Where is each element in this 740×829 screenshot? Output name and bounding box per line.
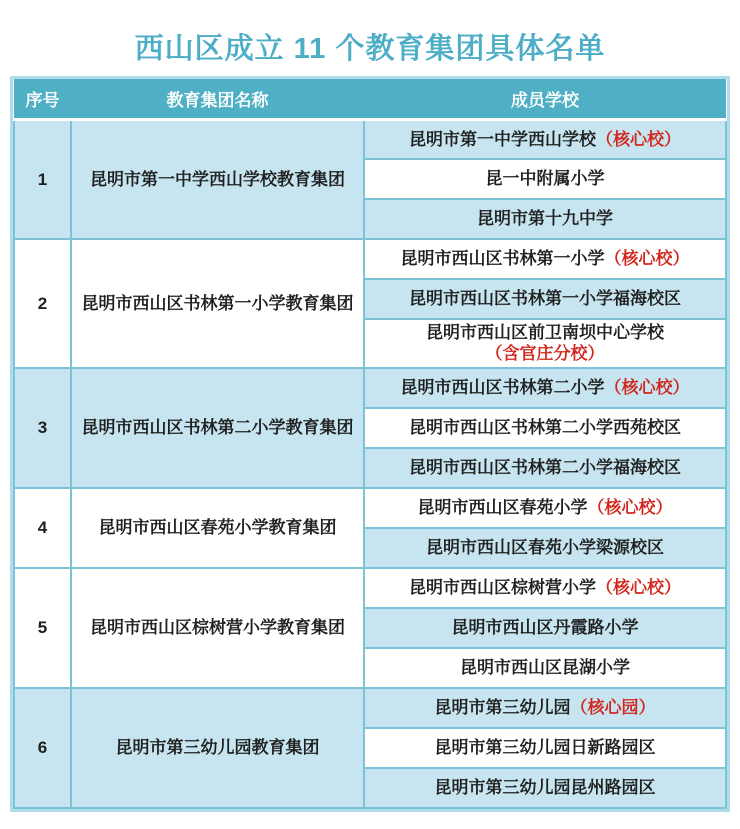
group-name-cell: 昆明市西山区书林第二小学教育集团 [71,368,364,488]
group-name-cell: 昆明市西山区棕树营小学教育集团 [71,568,364,688]
group-index-cell: 4 [14,488,71,568]
member-school-name: 昆明市第三幼儿园日新路园区 [434,737,656,757]
member-school-cell [364,368,726,408]
member-school-name: 昆明市西山区春苑小学 [417,497,588,517]
member-school-tag: （核心校） [587,497,673,517]
member-school-cell [364,239,726,279]
member-school-name: 昆明市第十九中学 [477,209,613,229]
member-school-name: 昆明市西山区书林第一小学福海校区 [409,289,681,309]
table-row [14,688,726,728]
group-name-cell: 昆明市西山区春苑小学教育集团 [71,488,364,568]
education-groups-table [13,79,727,809]
member-school-cell [364,119,726,159]
group-index-cell: 3 [14,368,71,488]
group-name-cell: 昆明市第一中学西山学校教育集团 [71,119,364,239]
member-school-name: 昆明市西山区昆湖小学 [460,657,630,677]
member-school-cell [364,199,726,239]
education-groups-table-wrap [10,76,730,812]
member-school-cell [364,728,726,768]
member-school-name: 昆明市西山区春苑小学梁源校区 [426,537,664,557]
header-cell-index: 序号 [14,79,71,119]
header-cell-group-name: 教育集团名称 [71,79,364,119]
table-row [14,488,726,528]
table-row [14,568,726,608]
member-school-cell [364,528,726,568]
member-school-name: 昆明市第三幼儿园 [434,697,571,717]
member-school-tag: （核心园） [570,697,656,717]
member-school-name: 昆明市第三幼儿园昆州路园区 [434,777,656,797]
member-school-cell [364,768,726,808]
member-school-cell [364,319,726,368]
member-school-tag: （核心校） [596,129,681,149]
group-name-cell: 昆明市第三幼儿园教育集团 [71,688,364,808]
member-school-name: 昆明市西山区棕树营小学 [409,577,596,597]
group-index-cell: 2 [14,239,71,368]
member-school-name: 昆明市西山区丹霞路小学 [451,617,639,637]
table-row [14,119,726,159]
header-cell-member-schools: 成员学校 [364,79,726,119]
member-school-cell [364,568,726,608]
group-index-cell: 5 [14,568,71,688]
table-row [14,368,726,408]
member-school-cell [364,159,726,199]
page-title: 西山区成立 11 个教育集团具体名单 [134,32,606,65]
member-school-cell [364,408,726,448]
member-school-cell [364,608,726,648]
member-school-name: 昆明市西山区书林第二小学西苑校区 [409,417,681,437]
member-school-name: 昆一中附属小学 [485,169,605,189]
group-name-cell: 昆明市西山区书林第一小学教育集团 [71,239,364,368]
table-header [14,79,726,119]
member-school-name: 昆明市第一中学西山学校 [409,129,596,149]
member-school-tag: （含官庄分校） [485,344,605,364]
table-row [14,239,726,279]
member-school-cell [364,648,726,688]
member-school-name: 昆明市西山区书林第二小学 [400,377,605,397]
member-school-tag: （核心校） [604,377,690,397]
member-school-cell [364,448,726,488]
member-school-tag: （核心校） [596,577,681,597]
member-school-cell [364,279,726,319]
member-school-tag: （核心校） [604,249,690,269]
header-row [14,79,726,119]
member-school-name: 昆明市西山区书林第一小学 [400,249,605,269]
group-index-cell: 6 [14,688,71,808]
member-school-name: 昆明市西山区书林第二小学福海校区 [409,457,681,477]
member-school-cell [364,688,726,728]
group-index-cell: 1 [14,119,71,239]
member-school-cell [364,488,726,528]
table-body [14,119,726,808]
member-school-name: 昆明市西山区前卫南坝中心学校 [426,323,664,342]
